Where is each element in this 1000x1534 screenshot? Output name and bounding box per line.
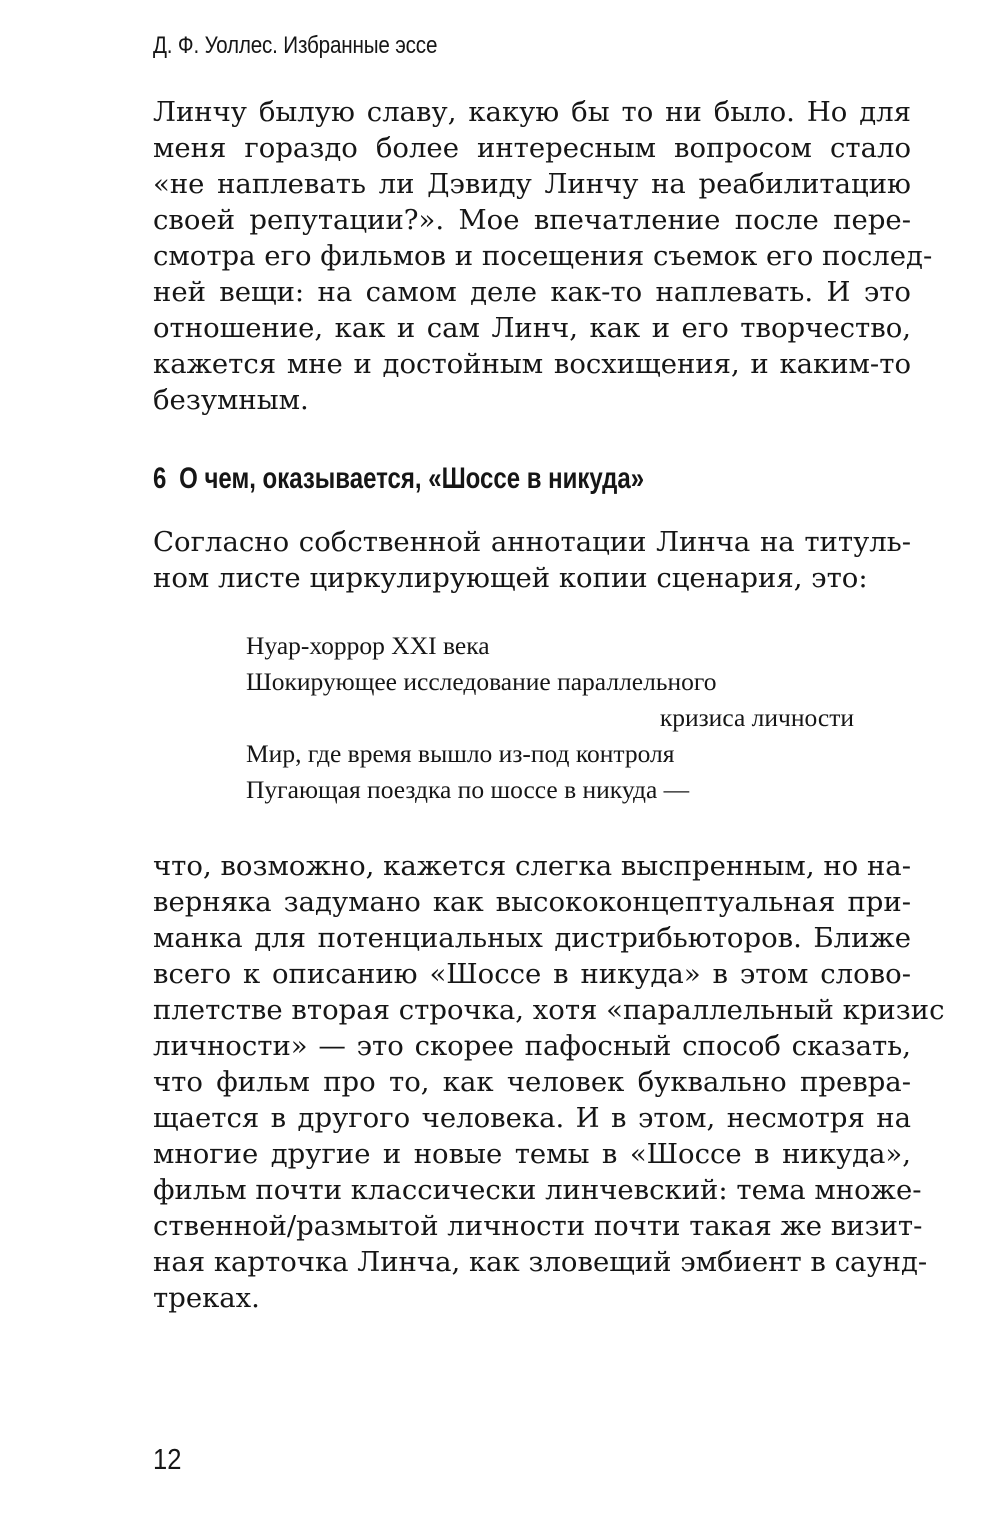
text-line: кажется мне и достойным восхищения, и каким-то <box>153 348 911 380</box>
quote-line: Шокирующее исследование параллельного <box>246 667 717 696</box>
text-line: многие другие и новые темы в «Шоссе в никуда», <box>153 1138 911 1170</box>
paragraph-intro <box>153 524 911 596</box>
quote-line: Нуар-хоррор XXI века <box>246 631 490 660</box>
text-line: треках. <box>153 1282 260 1314</box>
text-line: меня гораздо более интересным вопросом стало <box>153 132 911 164</box>
text-line: Линчу былую славу, какую бы то ни было. Но для <box>153 96 911 128</box>
page-number: 12 <box>153 1444 182 1476</box>
paragraph-body <box>153 848 945 1316</box>
text-line: всего к описанию «Шоссе в никуда» в этом слово- <box>153 958 911 990</box>
text-line: что, возможно, кажется слегка выспренным, но на- <box>153 850 911 882</box>
text-line: что фильм про то, как человек буквально превра- <box>153 1066 911 1098</box>
text-line: Согласно собственной аннотации Линча на титуль- <box>153 526 911 558</box>
block-quote <box>246 628 854 808</box>
text-line: отношение, как и сам Линч, как и его творчество, <box>153 312 911 344</box>
paragraph-continuation <box>153 94 933 418</box>
text-line: манка для потенциальных дистрибьюторов. Ближе <box>153 922 911 954</box>
section-title: О чем, оказывается, «Шоссе в никуда» <box>179 462 645 495</box>
text-line: своей репутации?». Мое впечатление после пере- <box>153 204 911 236</box>
text-line: щается в другого человека. И в этом, несмотря на <box>153 1102 911 1134</box>
section-number: 6 <box>153 462 167 495</box>
quote-line: кризиса личности <box>659 703 854 732</box>
text-line: смотра его фильмов и посещения съемок его послед- <box>153 240 933 272</box>
text-line: ном листе циркулирующей копии сценария, это: <box>153 562 868 594</box>
text-line: ней вещи: на самом деле как-то наплевать. И это <box>153 276 911 308</box>
quote-line: Мир, где время вышло из-под контроля <box>246 739 675 768</box>
text-line: верняка задумано как высококонцептуальная при- <box>153 886 911 918</box>
section-heading <box>153 462 644 496</box>
quote-line: Пугающая поездка по шоссе в никуда — <box>246 775 690 804</box>
text-line: фильм почти классически линчевский: тема множе- <box>153 1174 922 1206</box>
text-line: личности» — это скорее пафосный способ сказать, <box>153 1030 911 1062</box>
text-line: «не наплевать ли Дэвиду Линчу на реабилитацию <box>153 168 911 200</box>
text-line: плетстве вторая строчка, хотя «параллельный кризис <box>153 994 945 1026</box>
text-line: ственной/размытой личности почти такая же визит- <box>153 1210 923 1242</box>
text-line: ная карточка Линча, как зловещий эмбиент в саунд- <box>153 1246 928 1278</box>
running-title: Д. Ф. Уоллес. Избранные эссе <box>153 32 438 59</box>
text-line: безумным. <box>153 384 309 416</box>
